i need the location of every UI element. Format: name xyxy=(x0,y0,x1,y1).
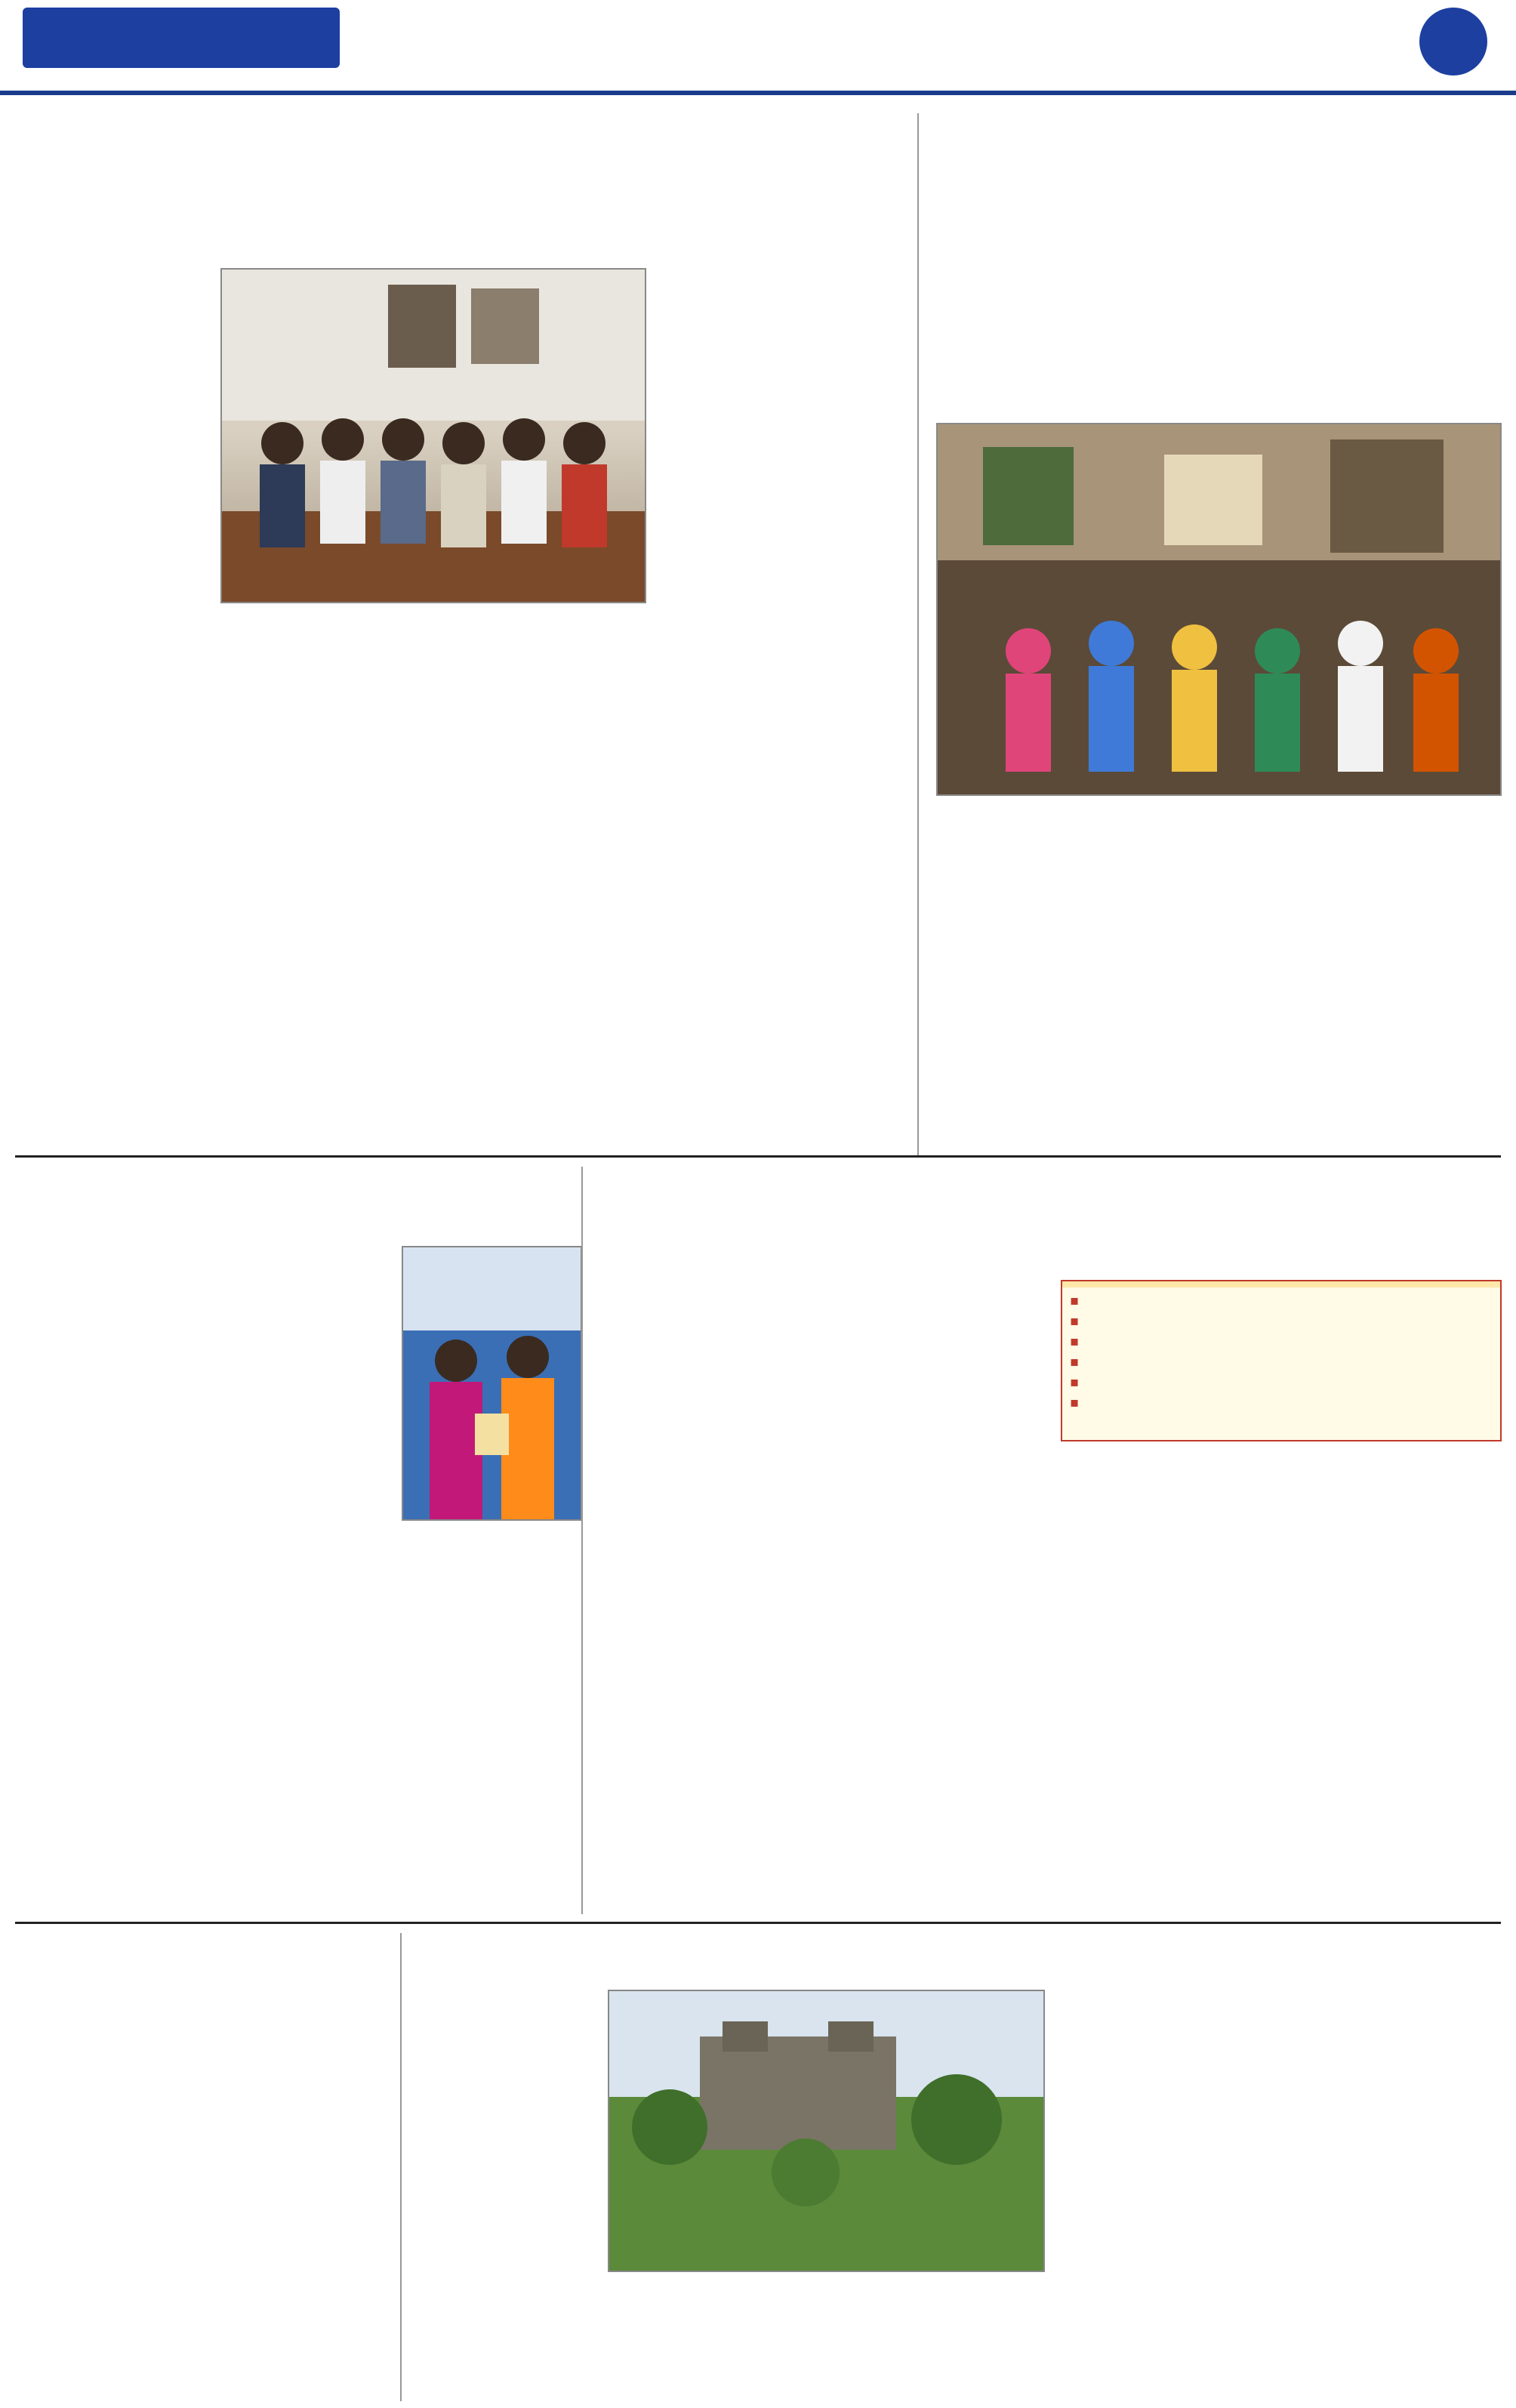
section-divider xyxy=(15,1922,1501,1924)
story4-box-item xyxy=(1070,1290,1493,1311)
story1-photo-graphic xyxy=(222,270,645,602)
story4-box-item xyxy=(1070,1392,1493,1413)
story4-col4 xyxy=(1283,1446,1499,1916)
story1-col3 xyxy=(438,608,642,1129)
story1-byline xyxy=(30,268,211,344)
story5-col1 xyxy=(30,2043,393,2398)
story3-col2 xyxy=(402,1525,579,1918)
story4-box-item xyxy=(1070,1352,1493,1372)
story3-col1 xyxy=(30,1290,393,1916)
story1-col2 xyxy=(220,608,424,1129)
story3-photo xyxy=(402,1246,582,1521)
story2-col1 xyxy=(936,306,1216,419)
story1-col6 xyxy=(654,1114,895,1136)
newspaper-logo xyxy=(23,8,340,68)
story2-col2 xyxy=(1227,261,1499,419)
column-divider xyxy=(400,1933,402,2401)
story4-highlight-box xyxy=(1061,1280,1502,1441)
column-divider xyxy=(581,1167,583,1914)
story2-col3 xyxy=(936,799,1216,1124)
story1-photo xyxy=(220,268,646,603)
story2-col4 xyxy=(1227,799,1499,1124)
story4-col3 xyxy=(1061,1446,1276,1916)
story1-col1 xyxy=(30,340,211,1125)
story4-box-list xyxy=(1062,1290,1500,1413)
story6-col4 xyxy=(1053,1990,1268,2401)
story6-byline xyxy=(419,1990,596,2032)
page-number xyxy=(1419,8,1487,76)
story2-byline xyxy=(936,261,1216,306)
story1-col4 xyxy=(654,268,895,1114)
section-divider xyxy=(15,1155,1501,1158)
story6-photo xyxy=(608,1990,1045,2272)
story4-col2 xyxy=(827,1280,1049,1916)
story6-col3 xyxy=(830,2274,1042,2399)
story6-col1 xyxy=(419,2032,596,2398)
story6-photo-graphic xyxy=(609,1991,1043,2271)
story2-photo-graphic xyxy=(938,424,1500,794)
story4-box-item xyxy=(1070,1372,1493,1392)
story6-col2 xyxy=(608,2274,819,2399)
story5-byline xyxy=(30,2001,393,2043)
story3-photo-graphic xyxy=(403,1247,581,1519)
story2-photo xyxy=(936,423,1502,796)
story4-col1 xyxy=(596,1324,815,1916)
story6-col5 xyxy=(1280,1990,1499,2401)
story4-box-title xyxy=(1062,1281,1500,1287)
column-divider xyxy=(917,113,919,1155)
story4-box-item xyxy=(1070,1311,1493,1331)
story4-box-item xyxy=(1070,1331,1493,1352)
story3-byline xyxy=(30,1246,393,1290)
story4-byline xyxy=(596,1280,815,1324)
